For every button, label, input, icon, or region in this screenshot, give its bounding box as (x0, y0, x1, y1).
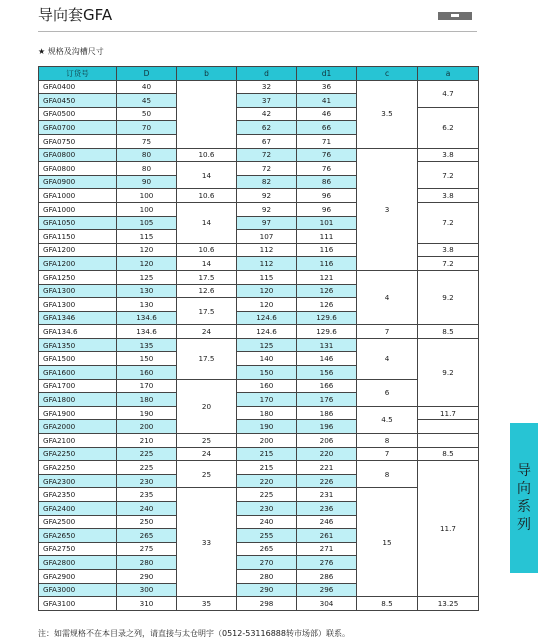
table-row (39, 325, 479, 339)
cell-d1: 221 (297, 461, 357, 475)
side-tab-char: 导 (517, 463, 531, 479)
table-row (39, 148, 479, 162)
cell-order-no: GFA1346 (39, 311, 117, 325)
cell-d1: 246 (297, 515, 357, 529)
cell-d: 37 (237, 94, 297, 108)
cell-order-no: GFA1150 (39, 230, 117, 244)
cell-c: 8 (357, 434, 418, 448)
table-row (39, 434, 479, 448)
cell-d1: 131 (297, 338, 357, 352)
cell-b: 17.5 (177, 270, 237, 284)
cell-D: 235 (117, 488, 177, 502)
cell-d1: 126 (297, 284, 357, 298)
cell-a: 3.8 (418, 148, 479, 162)
column-header-c: c (357, 67, 418, 81)
cell-d1: 116 (297, 243, 357, 257)
cell-c: 15 (357, 488, 418, 597)
cell-D: 230 (117, 474, 177, 488)
cell-D: 225 (117, 461, 177, 475)
cell-d1: 186 (297, 406, 357, 420)
cell-D: 300 (117, 583, 177, 597)
table-row (39, 447, 479, 461)
cell-b: 25 (177, 434, 237, 448)
cell-D: 290 (117, 569, 177, 583)
cell-d1: 76 (297, 148, 357, 162)
cell-d: 150 (237, 366, 297, 380)
cell-c: 4 (357, 338, 418, 379)
cell-d: 112 (237, 257, 297, 271)
cell-d1: 111 (297, 230, 357, 244)
cell-order-no: GFA2500 (39, 515, 117, 529)
cell-d: 124.6 (237, 325, 297, 339)
cell-d: 82 (237, 175, 297, 189)
cell-D: 250 (117, 515, 177, 529)
table-row (39, 338, 479, 352)
cell-d: 200 (237, 434, 297, 448)
cell-b: 10.6 (177, 148, 237, 162)
cell-a: 3.8 (418, 243, 479, 257)
cell-d1: 66 (297, 121, 357, 135)
cell-d: 124.6 (237, 311, 297, 325)
cell-D: 135 (117, 338, 177, 352)
cell-D: 170 (117, 379, 177, 393)
cell-d: 62 (237, 121, 297, 135)
cell-order-no: GFA134.6 (39, 325, 117, 339)
table-row (39, 80, 479, 94)
cell-b: 24 (177, 447, 237, 461)
spec-table (38, 66, 479, 611)
cell-b: 35 (177, 597, 237, 611)
cell-d1: 101 (297, 216, 357, 230)
cell-D: 50 (117, 107, 177, 121)
table-header-row (39, 67, 479, 81)
cell-d: 190 (237, 420, 297, 434)
cell-D: 190 (117, 406, 177, 420)
cell-d: 265 (237, 542, 297, 556)
cell-order-no: GFA0400 (39, 80, 117, 94)
table-row (39, 406, 479, 420)
cell-order-no: GFA2750 (39, 542, 117, 556)
cell-a: 13.25 (418, 597, 479, 611)
cell-d: 215 (237, 461, 297, 475)
table-row (39, 597, 479, 611)
cell-order-no: GFA1500 (39, 352, 117, 366)
cell-d: 97 (237, 216, 297, 230)
cell-c: 8.5 (357, 597, 418, 611)
cell-d: 42 (237, 107, 297, 121)
cell-d1: 206 (297, 434, 357, 448)
cell-order-no: GFA3100 (39, 597, 117, 611)
cell-order-no: GFA1000 (39, 189, 117, 203)
cell-D: 120 (117, 243, 177, 257)
cell-d1: 76 (297, 162, 357, 176)
cell-D: 80 (117, 162, 177, 176)
column-header-b: b (177, 67, 237, 81)
cell-d: 220 (237, 474, 297, 488)
cell-D: 134.6 (117, 311, 177, 325)
cell-D: 210 (117, 434, 177, 448)
cell-d1: 86 (297, 175, 357, 189)
cell-b: 17.5 (177, 338, 237, 379)
cell-b (177, 80, 237, 148)
cell-d1: 156 (297, 366, 357, 380)
cell-order-no: GFA2650 (39, 529, 117, 543)
cell-d: 230 (237, 502, 297, 516)
column-header-a: a (418, 67, 479, 81)
cell-d1: 196 (297, 420, 357, 434)
cell-order-no: GFA1300 (39, 284, 117, 298)
cell-d1: 286 (297, 569, 357, 583)
cell-order-no: GFA1000 (39, 202, 117, 216)
cell-d: 255 (237, 529, 297, 543)
cell-d1: 231 (297, 488, 357, 502)
cell-d: 32 (237, 80, 297, 94)
cell-d: 125 (237, 338, 297, 352)
cell-order-no: GFA1900 (39, 406, 117, 420)
section-heading: ★ 规格及沟槽尺寸 (38, 47, 104, 56)
cell-d1: 126 (297, 298, 357, 312)
cell-d1: 166 (297, 379, 357, 393)
cell-b: 20 (177, 379, 237, 433)
cell-d1: 220 (297, 447, 357, 461)
table-row (39, 488, 479, 502)
cell-a: 7.2 (418, 162, 479, 189)
cell-d1: 304 (297, 597, 357, 611)
cell-d: 92 (237, 202, 297, 216)
cell-d1: 116 (297, 257, 357, 271)
cell-d1: 296 (297, 583, 357, 597)
cell-D: 134.6 (117, 325, 177, 339)
cell-order-no: GFA2250 (39, 461, 117, 475)
cell-c: 8 (357, 461, 418, 488)
cell-d1: 96 (297, 202, 357, 216)
cell-a: 7.2 (418, 202, 479, 243)
column-header-D: D (117, 67, 177, 81)
cell-d1: 146 (297, 352, 357, 366)
cell-D: 70 (117, 121, 177, 135)
cell-d: 215 (237, 447, 297, 461)
title-divider (38, 31, 477, 32)
cell-D: 75 (117, 134, 177, 148)
cell-d: 240 (237, 515, 297, 529)
footnote: 注：如需规格不在本目录之列，请直接与太仓明宇（0512-53116888转市场部）联系。 (38, 629, 350, 638)
cell-D: 280 (117, 556, 177, 570)
cell-d1: 261 (297, 529, 357, 543)
cell-a: 9.2 (418, 338, 479, 406)
cell-D: 100 (117, 189, 177, 203)
cell-order-no: GFA2400 (39, 502, 117, 516)
cell-d: 270 (237, 556, 297, 570)
cell-order-no: GFA0800 (39, 162, 117, 176)
cell-D: 160 (117, 366, 177, 380)
side-tab-char: 列 (517, 517, 531, 533)
cell-order-no: GFA3000 (39, 583, 117, 597)
cell-d: 225 (237, 488, 297, 502)
cell-order-no: GFA2100 (39, 434, 117, 448)
column-header-d1: d1 (297, 67, 357, 81)
cell-a: 6.2 (418, 107, 479, 148)
cell-d: 115 (237, 270, 297, 284)
cell-order-no: GFA1600 (39, 366, 117, 380)
cell-d1: 276 (297, 556, 357, 570)
cell-d1: 46 (297, 107, 357, 121)
cell-d: 92 (237, 189, 297, 203)
cell-b: 24 (177, 325, 237, 339)
cell-order-no: GFA2000 (39, 420, 117, 434)
cell-d: 72 (237, 162, 297, 176)
cell-D: 80 (117, 148, 177, 162)
cell-order-no: GFA1700 (39, 379, 117, 393)
cell-a: 11.7 (418, 461, 479, 597)
cell-d1: 226 (297, 474, 357, 488)
cell-d: 160 (237, 379, 297, 393)
cell-d: 120 (237, 284, 297, 298)
cell-D: 275 (117, 542, 177, 556)
cell-D: 115 (117, 230, 177, 244)
cell-d: 72 (237, 148, 297, 162)
cell-order-no: GFA2350 (39, 488, 117, 502)
cell-d: 180 (237, 406, 297, 420)
cell-d1: 36 (297, 80, 357, 94)
cell-order-no: GFA1200 (39, 243, 117, 257)
cell-b: 17.5 (177, 298, 237, 325)
cell-d1: 176 (297, 393, 357, 407)
cell-D: 105 (117, 216, 177, 230)
cell-d: 120 (237, 298, 297, 312)
cell-b: 25 (177, 461, 237, 488)
side-tab-char: 向 (517, 481, 531, 497)
cell-order-no: GFA0900 (39, 175, 117, 189)
cell-d1: 129.6 (297, 311, 357, 325)
cell-a: 8.5 (418, 325, 479, 339)
cell-a: 3.8 (418, 189, 479, 203)
cell-d1: 96 (297, 189, 357, 203)
cell-D: 265 (117, 529, 177, 543)
cell-d: 280 (237, 569, 297, 583)
cell-d1: 41 (297, 94, 357, 108)
column-header-d: d (237, 67, 297, 81)
cell-D: 130 (117, 298, 177, 312)
cell-a (418, 420, 479, 434)
cell-b: 10.6 (177, 243, 237, 257)
cell-c: 4 (357, 270, 418, 324)
cell-order-no: GFA1350 (39, 338, 117, 352)
table-row (39, 379, 479, 393)
cell-b: 14 (177, 257, 237, 271)
cell-D: 200 (117, 420, 177, 434)
cell-b: 33 (177, 488, 237, 597)
cell-D: 150 (117, 352, 177, 366)
cell-d: 298 (237, 597, 297, 611)
cell-D: 130 (117, 284, 177, 298)
cell-D: 310 (117, 597, 177, 611)
cell-a: 9.2 (418, 270, 479, 324)
cell-a: 7.2 (418, 257, 479, 271)
cell-b: 14 (177, 162, 237, 189)
cell-d1: 71 (297, 134, 357, 148)
cell-c: 7 (357, 447, 418, 461)
cell-order-no: GFA1250 (39, 270, 117, 284)
cell-a: 4.7 (418, 80, 479, 107)
cell-b: 12.6 (177, 284, 237, 298)
cell-order-no: GFA2800 (39, 556, 117, 570)
cell-D: 90 (117, 175, 177, 189)
cell-d: 290 (237, 583, 297, 597)
cell-c: 7 (357, 325, 418, 339)
cell-d: 140 (237, 352, 297, 366)
cell-order-no: GFA1200 (39, 257, 117, 271)
column-header-order-no: 订货号 (39, 67, 117, 81)
cell-d1: 121 (297, 270, 357, 284)
cell-d1: 271 (297, 542, 357, 556)
cell-a: 8.5 (418, 447, 479, 461)
cell-order-no: GFA0700 (39, 121, 117, 135)
cell-c: 6 (357, 379, 418, 406)
cell-order-no: GFA0750 (39, 134, 117, 148)
cell-order-no: GFA0450 (39, 94, 117, 108)
side-tab-char: 系 (517, 499, 531, 515)
cell-order-no: GFA2300 (39, 474, 117, 488)
cell-a: 11.7 (418, 406, 479, 420)
table-row (39, 270, 479, 284)
page-title: 导向套GFA (38, 6, 113, 24)
brand-logo (438, 12, 472, 20)
cell-c: 4.5 (357, 406, 418, 433)
cell-d: 112 (237, 243, 297, 257)
cell-d: 170 (237, 393, 297, 407)
series-side-tab[interactable] (510, 423, 538, 573)
cell-D: 100 (117, 202, 177, 216)
cell-c: 3.5 (357, 80, 418, 148)
cell-D: 180 (117, 393, 177, 407)
cell-order-no: GFA1300 (39, 298, 117, 312)
cell-a (418, 434, 479, 448)
cell-b: 14 (177, 202, 237, 243)
cell-D: 240 (117, 502, 177, 516)
cell-order-no: GFA1800 (39, 393, 117, 407)
cell-D: 45 (117, 94, 177, 108)
cell-c: 3 (357, 148, 418, 270)
cell-D: 125 (117, 270, 177, 284)
cell-order-no: GFA2250 (39, 447, 117, 461)
cell-d1: 236 (297, 502, 357, 516)
cell-order-no: GFA0800 (39, 148, 117, 162)
cell-d: 107 (237, 230, 297, 244)
cell-order-no: GFA0500 (39, 107, 117, 121)
table-row (39, 461, 479, 475)
cell-d1: 129.6 (297, 325, 357, 339)
cell-D: 40 (117, 80, 177, 94)
cell-order-no: GFA2900 (39, 569, 117, 583)
cell-d: 67 (237, 134, 297, 148)
cell-D: 120 (117, 257, 177, 271)
cell-D: 225 (117, 447, 177, 461)
cell-b: 10.6 (177, 189, 237, 203)
cell-order-no: GFA1050 (39, 216, 117, 230)
